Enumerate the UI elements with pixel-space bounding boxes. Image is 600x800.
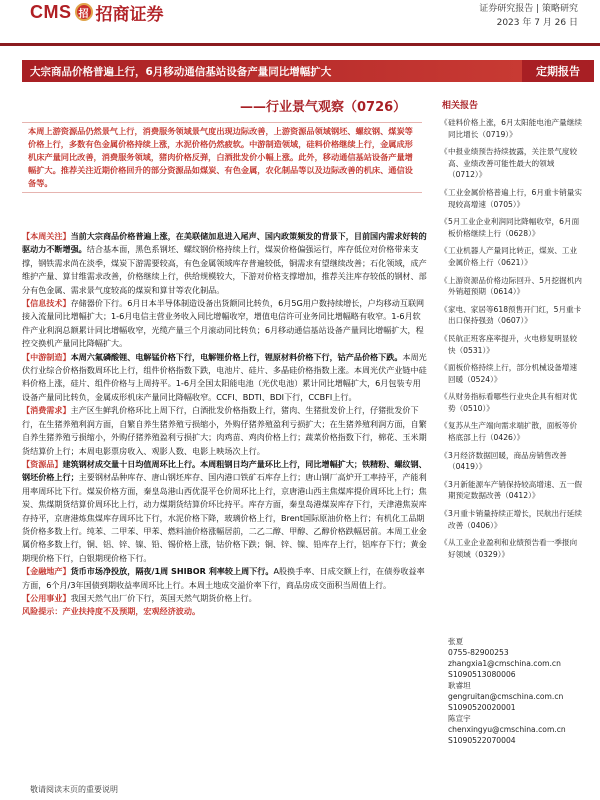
related-report-link[interactable]: 《 家电、家居等618预售开门红，5月重卡出口保持强劲（0607）》 <box>442 304 582 327</box>
report-meta <box>479 2 578 30</box>
report-category: 证券研究报告 | 策略研究 <box>479 4 578 14</box>
related-report-link[interactable]: 《 民航正班客座率提升，火电修复明显较快（0531）》 <box>442 333 582 356</box>
analyst-email[interactable]: gengruitan@cmschina.com.cn <box>448 692 564 701</box>
related-report-link[interactable]: 《 中报业绩预告持续披露，关注景气度较高、业绩改善可能性最大的领域（0712）》 <box>442 146 582 181</box>
section-focus: 【本周关注】当前大宗商品价格普遍上涨，在美联储加息进入尾声、国内政策频发的背景下，目前国内需求好转的驱动力不断增强。结合基本面，黑色系钢坯、螺纹钢价格持续上行，煤炭价格偏强运行，库存低位对价格带来支撑，钢铁需求尚在淡季，煤炭下游需要较高，有色金属领域库存普遍较低，铜需求有望继续改善；石化领域，成产维护产量、算甘维需求改善，价格继续上行，供给规模较大，下游对价格支撑增加，推荐关注库存较低的钢材、部分有色金属、需求景气度较高的煤炭和算甘等农化制品。 <box>22 231 427 295</box>
related-report-link[interactable]: 《 5月工业企业利润同比降幅收窄，6月面板价格继续上行（0628）》 <box>442 216 582 239</box>
related-report-link[interactable]: 《 3月新能源车产销保持较高增速、五一假期预定数据改善（0412）》 <box>442 479 582 502</box>
page-header <box>0 0 600 44</box>
analyst-name: 耿睿坦 <box>448 681 471 690</box>
analyst-license: S1090513080006 <box>448 670 516 679</box>
related-report-link[interactable]: 《 3月经济数据回暖，商品房销售改善（0419）》 <box>442 450 582 473</box>
related-report-link[interactable]: 《 工业机器人产量同比转正，煤炭、工业金属价格上行（0621）》 <box>442 245 582 268</box>
logo-latin: CMS <box>30 1 72 22</box>
report-date: 2023 年 7 月 26 日 <box>496 18 578 28</box>
related-reports <box>442 98 582 566</box>
analyst-name: 张夏 <box>448 637 464 646</box>
related-report-link[interactable]: 《 3月重卡销量持续正增长，民航出行延续改善（0406）》 <box>442 508 582 531</box>
analyst-name: 陈宣宇 <box>448 714 471 723</box>
analyst-phone: 0755-82900253 <box>448 648 509 657</box>
risk-warning: 风险提示：产业扶持度不及预期，宏观经济波动。 <box>22 606 201 617</box>
analyst-license: S1090522070004 <box>448 736 516 745</box>
section-it: 【信息技术】存储器价下行。6月日本半导体制造设备出货额同比转负，6月5G用户数持续增长，户均移动互联网接入流量同比增幅扩大；1-6月电信主营业务收入同比增幅收窄，增值电信许可业务同比增幅略有收窄。1-6月软件产业利润总额累计同比增幅收窄，光缆产量三个月滚动同比转负；6月移动通信基站设备产量同比增幅扩大，程控交换机产量同比降幅扩大。 <box>22 298 425 349</box>
related-report-link[interactable]: 《 上游资源品价格边际回升、5月挖掘机内外销超预期（0614）》 <box>442 275 582 298</box>
section-midstream: 【中游制造】本周六氟磷酸锂、电解锰价格下行，电解锂价格上行，锂原材料价格下行，钴产品价格下跌。本周光伏行业综合价格指数周环比上行，组件价格指数下跌，电池片、硅片、多晶硅价格指数上涨。本周光伏产业链中硅料价格上涨，硅片、组件价格与上周持平。1-6月全国太阳能电池（光伏电池）累计同比增幅扩大，6月包装专用设备产量同比转负，金属成形机床产量同比降幅收窄。CCFI、BDTI、BDI下行，CCBFI上行。 <box>22 351 427 402</box>
related-report-link[interactable]: 《 面板价格持续上行，部分机械设备增速回暖（0524）》 <box>442 362 582 385</box>
brand-logo <box>30 0 164 24</box>
report-subtitle: ——行业景气观察（0726） <box>240 100 407 115</box>
related-report-link[interactable]: 《 从财务指标看哪些行业央企具有相对优势（0510）》 <box>442 391 582 414</box>
analyst-contacts <box>448 636 588 746</box>
related-report-link[interactable]: 《 从工业企业盈利和业绩预告看一季报向好领域（0329）》 <box>442 537 582 560</box>
logo-mark-icon: 招 <box>75 3 93 21</box>
related-report-link[interactable]: 《 复苏从生产端向需求端扩散，面板等价格底部上行（0426）》 <box>442 420 582 443</box>
header-divider <box>0 43 600 46</box>
section-utilities: 【公用事业】我国天然气出厂价下行，英国天然气期货价格上行。 <box>22 592 257 603</box>
related-report-link[interactable]: 《 硅料价格上涨，6月太阳能电池产量继续同比增长（0719）》 <box>442 117 582 140</box>
footer-disclaimer: 敬请阅读末页的重要说明 <box>30 785 118 794</box>
section-resources: 【资源品】建筑钢材成交量十日均值周环比上行。本周粗钢日均产量环比上行，同比增幅扩大；铁精粉、螺纹钢、钢坯价格上行；主要钢材品种库存、唐山钢坯库存、国内港口铁矿石库存上行；唐山钢厂高炉开工率持平，产能利用率周环比下行。煤炭价格方面，秦皇岛港山西优混平仓价周环比上行，京唐港山西主焦煤库提价周环比上行；焦炭、焦煤期货结算价周环比上行，动力煤期货结算价环比持平。库存方面，秦皇岛港煤炭库存下行，天津港焦炭库存持平，京唐港炼焦煤库存周环比下行，水泥价格下降，玻璃价格上行，Brent国际原油价格上行；有机化工品期货价格多数上行。纯苯、二甲苯、甲苯、燃料油价格涨幅居前，二乙二醇、甲醇、乙醇价格跌幅居前。本周工业金属价格多数上行，铜、铝、锌、镍、铅、锡价格上涨，钴价格下跌；铜、锌、镍、铅库存上行，铝库存下行；黄金期现价格下行，白银期现价格下行。 <box>22 458 427 563</box>
related-reports-title: 相关报告 <box>442 101 479 111</box>
report-title: 大宗商品价格普遍上行，6月移动通信基站设备产量同比增幅扩大 <box>30 66 332 78</box>
analyst-email[interactable]: zhangxia1@cmschina.com.cn <box>448 659 561 668</box>
title-banner <box>22 60 522 82</box>
section-consumer: 【消费需求】主产区生鲜乳价格环比上周下行，白酒批发价格指数上行，猪肉、生猪批发价上行，仔猪批发价下行，在生猪养殖利润方面，自繁自养生猪养殖亏损缩小，外购仔猪养殖盈利亏损扩大；在生猪养殖利润方面，自繁自养生猪养殖亏损缩小，外购仔猪养殖盈利亏损扩大；肉鸡苗、鸡肉价格上行；蔬菜价格指数下行，棉花、玉米期货结算价上行；本周电影票房收入、观影人数、电影上映场次上行。 <box>22 405 427 456</box>
analyst-license: S1090520020001 <box>448 703 516 712</box>
related-report-link[interactable]: 《 工业金属价格普遍上行，6月重卡销量实现较高增速（0705）》 <box>442 187 582 210</box>
analyst-email[interactable]: chenxingyu@cmschina.com.cn <box>448 725 566 734</box>
section-finance: 【金融地产】货币市场净投放，隔夜/1周 SHIBOR 利率较上周下行。A股换手率、日成交额上行，在债券收益率方面，6个月/3年国债到期收益率周环比上行。本周土地成交溢价率下行，商品房成交面积当周值上行。 <box>22 566 425 590</box>
main-content <box>22 230 428 619</box>
report-type-badge: 定期报告 <box>522 60 594 82</box>
summary-block: 本周上游资源品仍然景气上行，消费服务领域景气度出现边际改善，上游资源品领域钢坯、螺纹钢、煤炭等价格上行，多数有色金属价格持续上涨，水泥价格仍然疲软。中游制造领域，硅料价格继续上行，金属成形机床产量同比改善，消费服务领域，猪肉价格反弹，白酒批发价小幅上涨。此外，移动通信基站设备产量增幅扩大。推荐关注近期价格回升的部分资源品如煤炭、有色金属，农化制品等以及边际改善的机床、通信设备等。 <box>22 122 422 193</box>
logo-chinese: 招商证券 <box>95 4 164 25</box>
